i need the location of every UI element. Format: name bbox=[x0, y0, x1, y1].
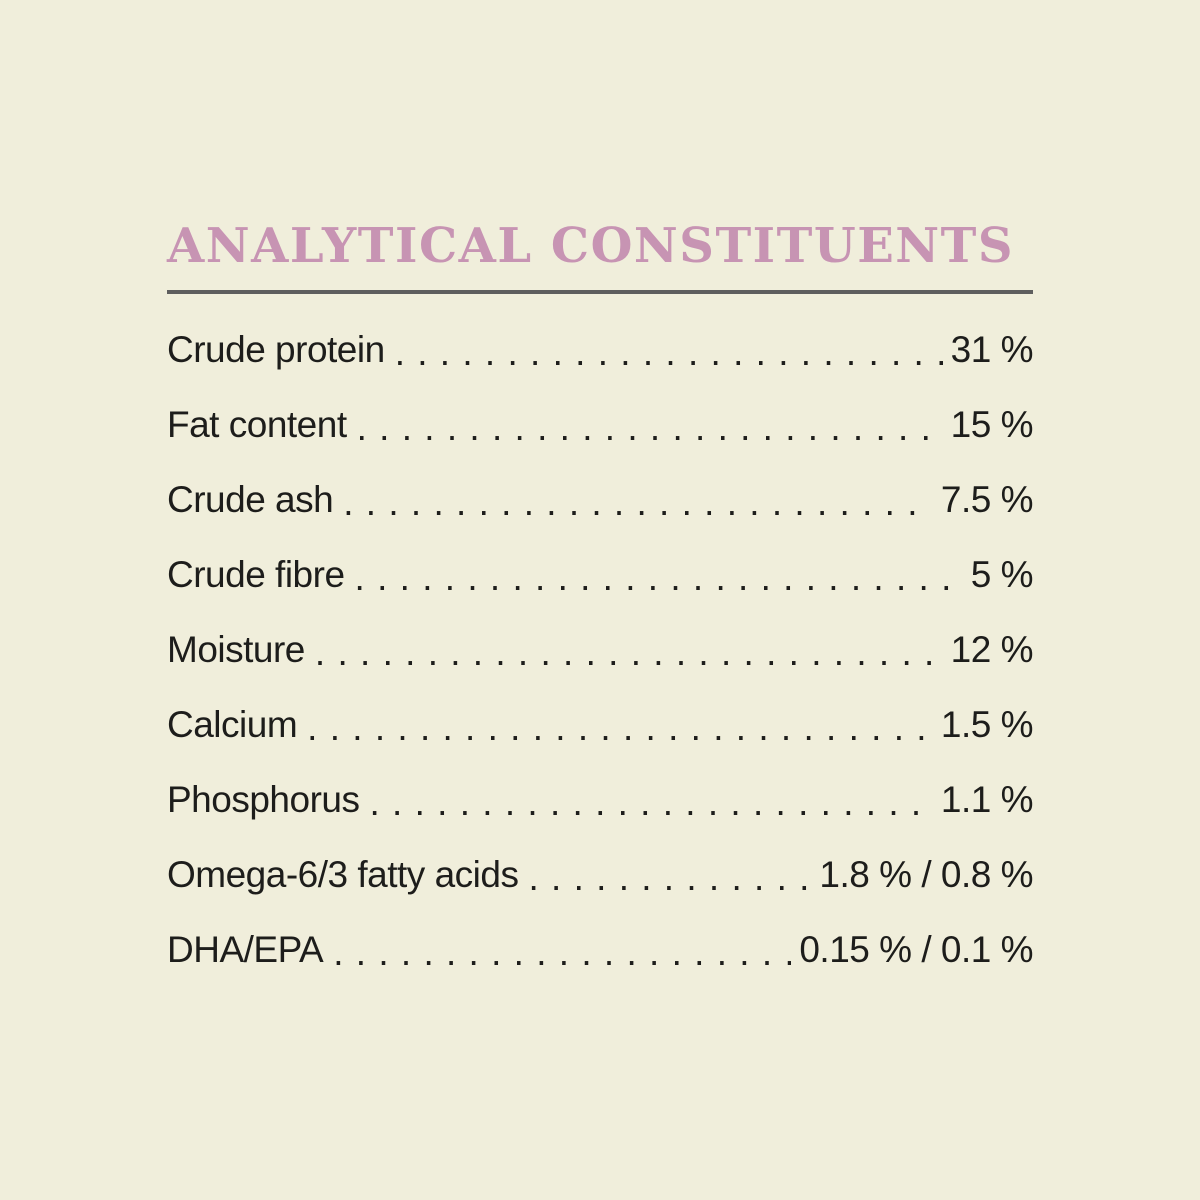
constituent-label: Crude ash bbox=[167, 479, 334, 520]
dot-leader bbox=[307, 703, 933, 759]
constituent-label: Calcium bbox=[167, 704, 298, 745]
constituent-label: Omega-6/3 fatty acids bbox=[167, 854, 519, 895]
constituent-label: Moisture bbox=[167, 629, 305, 670]
constituents-table bbox=[167, 309, 1033, 984]
constituent-label: DHA/EPA bbox=[167, 929, 324, 970]
table-row bbox=[167, 459, 1033, 534]
constituent-value: 1.8 % / 0.8 % bbox=[819, 854, 1033, 895]
constituent-label: Crude fibre bbox=[167, 554, 345, 595]
dot-leader bbox=[315, 628, 943, 684]
constituent-label: Phosphorus bbox=[167, 779, 360, 820]
dot-leader bbox=[528, 853, 811, 909]
dot-leader bbox=[333, 928, 791, 984]
constituent-value: 7.5 % bbox=[940, 479, 1033, 520]
table-row bbox=[167, 759, 1033, 834]
constituent-label: Fat content bbox=[167, 404, 347, 445]
title-divider bbox=[167, 290, 1033, 294]
constituent-value: 1.5 % bbox=[940, 704, 1033, 745]
constituent-value: 0.15 % / 0.1 % bbox=[799, 929, 1033, 970]
constituent-value: 5 % bbox=[970, 554, 1033, 595]
table-row bbox=[167, 684, 1033, 759]
dot-leader bbox=[369, 778, 932, 834]
constituent-label: Crude protein bbox=[167, 329, 385, 370]
table-row bbox=[167, 534, 1033, 609]
constituent-value: 12 % bbox=[950, 629, 1033, 670]
table-row bbox=[167, 384, 1033, 459]
table-row bbox=[167, 309, 1033, 384]
dot-leader bbox=[395, 328, 943, 384]
table-row bbox=[167, 609, 1033, 684]
dot-leader bbox=[343, 478, 933, 534]
table-row bbox=[167, 834, 1033, 909]
dot-leader bbox=[355, 553, 963, 609]
table-row bbox=[167, 909, 1033, 984]
constituent-value: 15 % bbox=[950, 404, 1033, 445]
constituent-value: 1.1 % bbox=[940, 779, 1033, 820]
page-title: ANALYTICAL CONSTITUENTS bbox=[167, 218, 1015, 274]
dot-leader bbox=[357, 403, 943, 459]
constituent-value: 31 % bbox=[950, 329, 1033, 370]
